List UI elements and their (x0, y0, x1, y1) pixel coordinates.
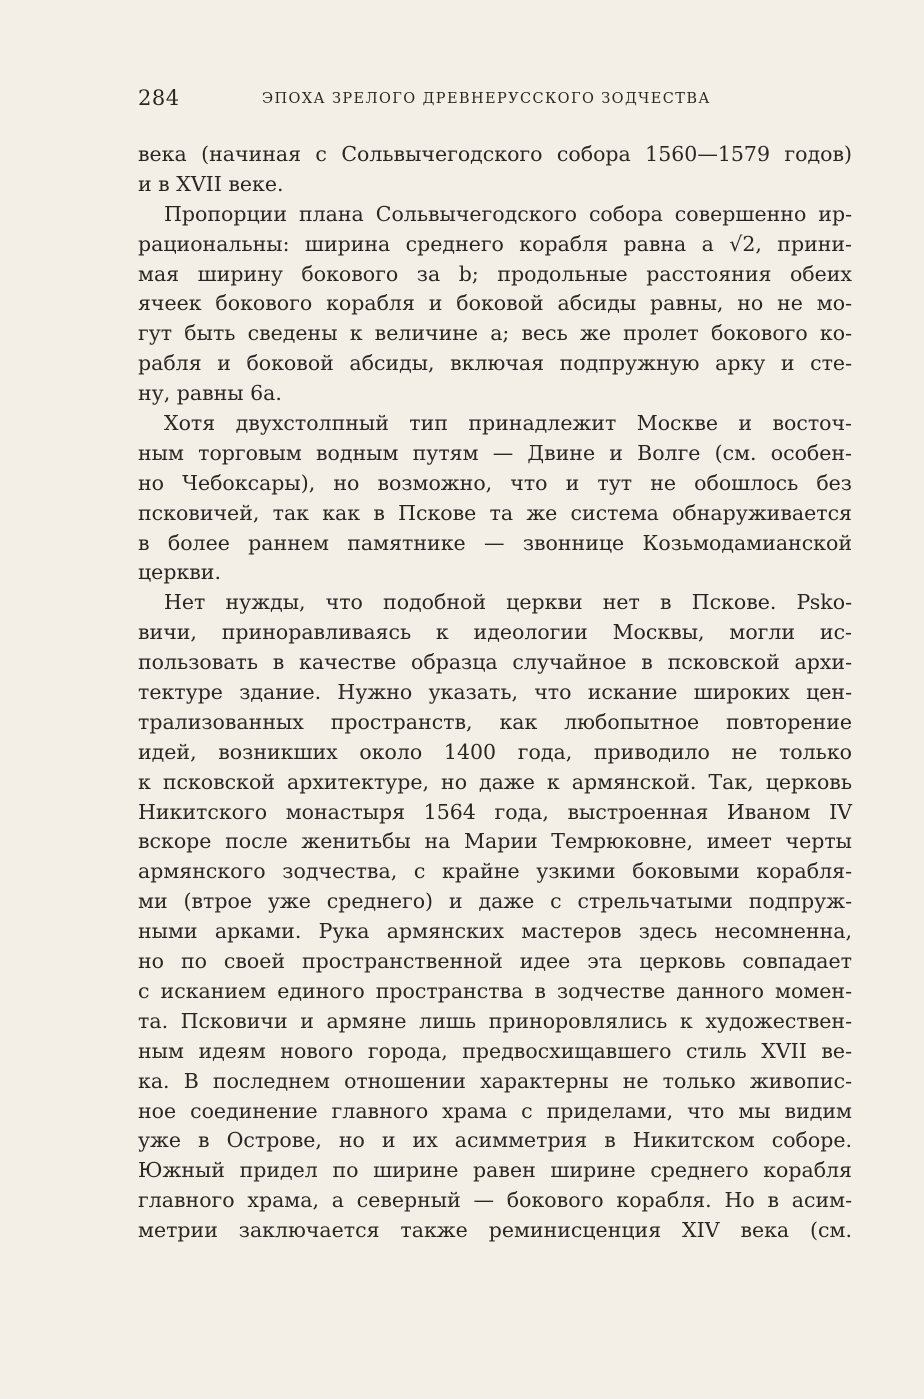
text-line: тектуре здание. Нужно указать, что искание широких цен- (138, 680, 852, 705)
text-line: та. Псковичи и армяне лишь приноровлялись к художествен- (138, 1008, 852, 1033)
text-line: ми (втрое уже среднего) и даже с стрельчатыми подпруж- (138, 889, 852, 914)
text-line: ячеек бокового корабля и боковой абсиды равны, но не мо- (138, 291, 852, 316)
text-line: но по своей пространственной идее эта церковь совпадает (138, 949, 852, 974)
text-line: Нет нужды, что подобной церкви нет в Пскове. Psko- (164, 590, 852, 615)
text-line: Пропорции плана Сольвычегодского собора совершенно ир- (164, 201, 852, 226)
text-line: гут быть сведены к величине a; весь же пролет бокового ко- (138, 321, 852, 346)
text-line: вичи, приноравливаясь к идеологии Москвы, могли ис- (138, 620, 852, 645)
body-text (138, 140, 852, 1246)
text-line: рациональны: ширина среднего корабля равна a √2, прини- (138, 231, 852, 256)
page-number: 284 (138, 86, 180, 110)
text-line: с исканием единого пространства в зодчестве данного момен- (138, 978, 852, 1003)
text-line: ными арками. Рука армянских мастеров здесь несомненна, (138, 919, 852, 944)
text-line: к псковской архитектуре, но даже к армянской. Так, церковь (138, 769, 852, 794)
text-line: Хотя двухстолпный тип принадлежит Москве и восточ- (164, 411, 852, 436)
text-line: мая ширину бокового за b; продольные расстояния обеих (138, 261, 852, 286)
text-line: ным идеям нового города, предвосхищавшего стиль XVII ве- (138, 1038, 852, 1063)
text-line: Южный придел по ширине равен ширине среднего корабля (138, 1158, 852, 1183)
text-line: трализованных пространств, как любопытное повторение (138, 709, 852, 734)
text-line: пользовать в качестве образца случайное в псковской архи- (138, 650, 852, 675)
text-line: уже в Острове, но и их асимметрия в Никитском соборе. (138, 1128, 852, 1153)
text-line: и в XVII веке. (138, 171, 284, 196)
text-line: псковичей, так как в Пскове та же система обнаруживается (138, 500, 852, 525)
text-line: рабля и боковой абсиды, включая подпружную арку и сте- (138, 351, 852, 376)
text-line: века (начиная с Сольвычегодского собора 1560—1579 годов) (138, 142, 852, 166)
text-line: идей, возникших около 1400 года, приводило не только (138, 739, 852, 764)
text-line: метрии заключается также реминисценция XIV века (см. (138, 1218, 852, 1243)
text-line: церкви. (138, 560, 221, 585)
text-line: ным торговым водным путям — Двине и Волге (см. особен- (138, 440, 852, 465)
text-line: армянского зодчества, с крайне узкими боковыми корабля- (138, 859, 852, 884)
text-line: в более раннем памятнике — звоннице Козьмодамианской (138, 530, 852, 555)
page-header (138, 86, 858, 116)
text-line: но Чебоксары), но возможно, что и тут не обошлось без (138, 470, 852, 495)
text-line: вскоре после женитьбы на Марии Темрюковне, имеет черты (138, 829, 852, 854)
text-line: ка. В последнем отношении характерны не только живопис- (138, 1068, 852, 1093)
text-line: главного храма, а северный — бокового корабля. Но в асим- (138, 1188, 852, 1213)
text-line: ну, равны 6a. (138, 381, 282, 406)
running-title: ЭПОХА ЗРЕЛОГО ДРЕВНЕРУССКОГО ЗОДЧЕСТВА (262, 91, 711, 107)
text-line: Никитского монастыря 1564 года, выстроенная Иваном IV (138, 799, 852, 824)
text-line: ное соединение главного храма с приделами, что мы видим (138, 1098, 852, 1123)
